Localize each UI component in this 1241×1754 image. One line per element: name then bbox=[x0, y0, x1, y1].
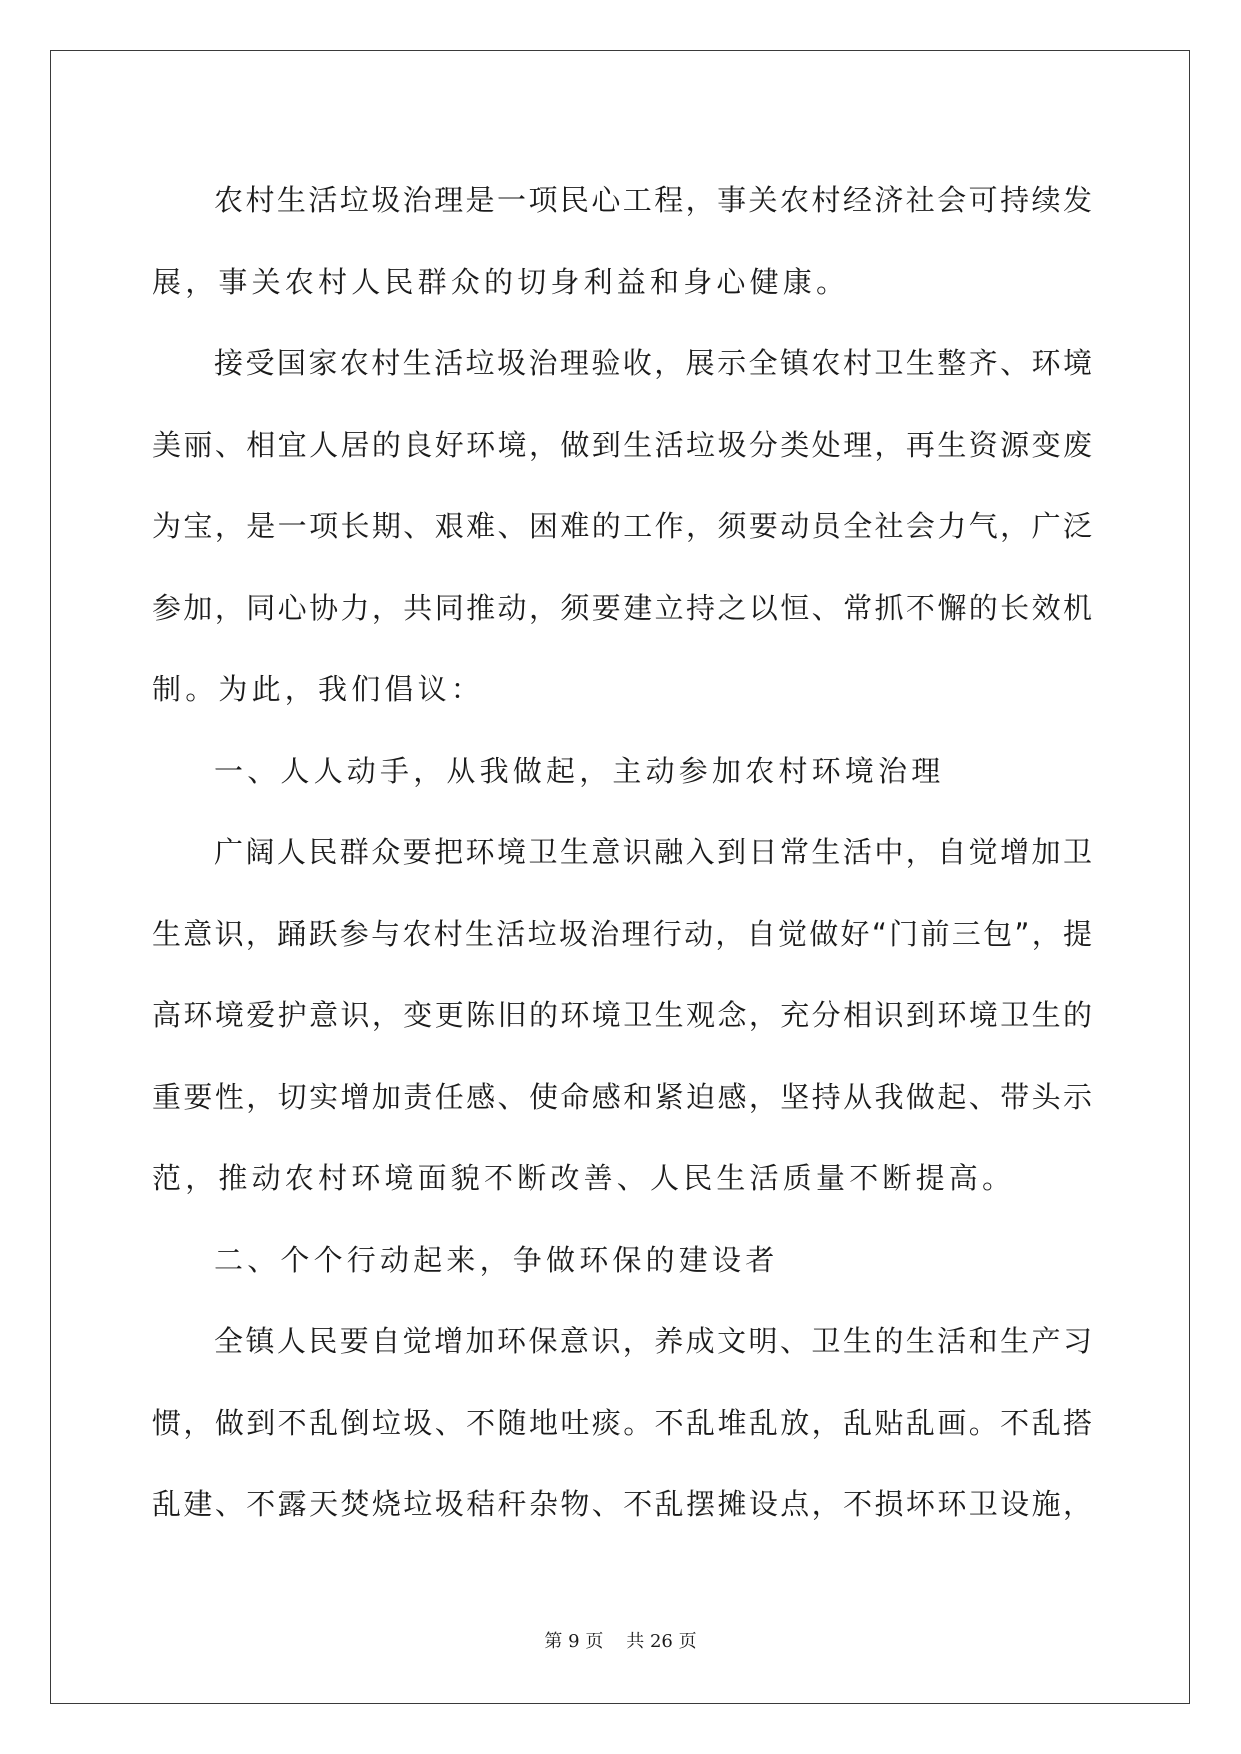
text-line: 广阔人民群众要把环境卫生意识融入到日常生活中，自觉增加卫 bbox=[214, 835, 1092, 869]
text-line: 高环境爱护意识，变更陈旧的环境卫生观念，充分相识到环境卫生的 bbox=[152, 998, 1092, 1032]
text-line: 制。为此，我们倡议： bbox=[152, 672, 485, 706]
text-line: 接受国家农村生活垃圾治理验收，展示全镇农村卫生整齐、环境 bbox=[214, 346, 1092, 380]
section-heading: 二、个个行动起来，争做环保的建设者 bbox=[214, 1242, 779, 1277]
page-number: 第 9 页 bbox=[544, 1631, 604, 1652]
text-line: 重要性，切实增加责任感、使命感和紧迫感，坚持从我做起、带头示 bbox=[152, 1079, 1092, 1114]
text-line: 为宝，是一项长期、艰难、困难的工作，须要动员全社会力气，广泛 bbox=[152, 509, 1092, 543]
text-line: 生意识，踊跃参与农村生活垃圾治理行动，自觉做好“门前三包”，提 bbox=[152, 916, 1092, 951]
document-body bbox=[152, 160, 1092, 1546]
text-line: 展，事关农村人民群众的切身利益和身心健康。 bbox=[152, 264, 850, 299]
text-line: 范，推动农村环境面貌不断改善、人民生活质量不断提高。 bbox=[152, 1161, 1016, 1195]
page-footer bbox=[0, 1627, 1241, 1653]
text-line: 全镇人民要自觉增加环保意识，养成文明、卫生的生活和生产习 bbox=[214, 1324, 1092, 1358]
text-line: 乱建、不露天焚烧垃圾秸秆杂物、不乱摆摊设点，不损坏环卫设施， bbox=[152, 1487, 1092, 1521]
page-total: 共 26 页 bbox=[626, 1631, 697, 1652]
text-line: 农村生活垃圾治理是一项民心工程，事关农村经济社会可持续发 bbox=[214, 183, 1092, 217]
text-line: 参加，同心协力，共同推动，须要建立持之以恒、常抓不懈的长效机 bbox=[152, 590, 1092, 625]
text-line: 美丽、相宜人居的良好环境，做到生活垃圾分类处理，再生资源变废 bbox=[152, 427, 1092, 462]
footer-spacer bbox=[603, 1631, 626, 1652]
text-line: 惯，做到不乱倒垃圾、不随地吐痰。不乱堆乱放，乱贴乱画。不乱搭 bbox=[152, 1405, 1092, 1440]
section-heading: 一、人人动手，从我做起，主动参加农村环境治理 bbox=[214, 753, 945, 788]
